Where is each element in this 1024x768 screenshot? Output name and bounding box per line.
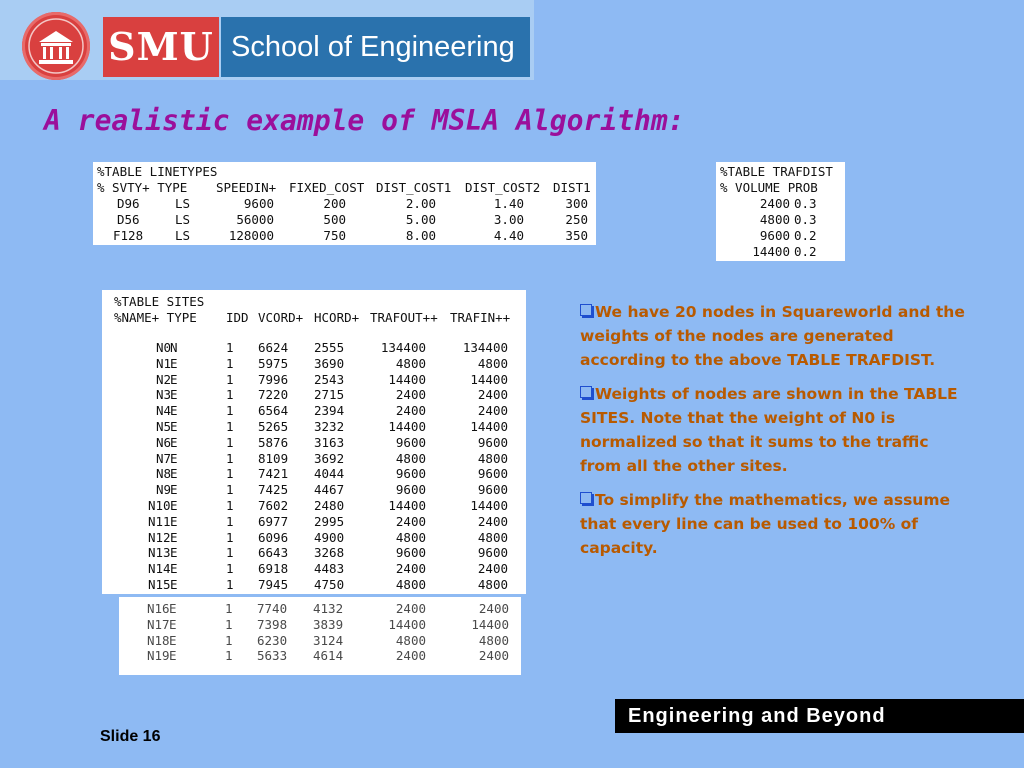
table-cell: 7421 [258,466,289,482]
table-cell: D56 [117,212,140,227]
table-sites-continued [119,597,521,675]
table-cell: 9600 [395,466,426,482]
table-cell: 14400 [752,244,790,259]
table-cell: LS [175,212,191,227]
table-cell: 6977 [258,513,289,529]
table-cell: N0 [156,340,172,355]
table-column-header: FIXED_COST [289,180,365,195]
table-cell: 4483 [314,561,345,577]
table-cell: 1 [225,601,233,616]
table-cell: 2400 [395,561,426,577]
table-cell: 3232 [314,419,345,434]
table-cell: 2.00 [405,196,436,211]
table-cell: 1 [226,482,234,498]
table-cell: 9600 [759,228,790,243]
bullet-item [580,382,970,478]
table-cell: 1 [226,529,234,545]
table-cell: 1 [226,561,234,577]
table-header-line: %TABLE LINETYPES [97,164,218,179]
table-cell: 2400 [759,196,790,211]
checkbox-bullet-icon [580,386,592,398]
table-cell: 1 [226,577,234,592]
table-cell: 4800 [395,577,426,592]
table-cell: 0.2 [794,244,817,259]
table-cell: 14400 [388,419,426,434]
slide-number: Slide 16 [100,728,161,745]
table-cell: 300 [565,196,588,211]
table-header-line: %NAME+ TYPE [114,310,197,325]
table-cell: LS [175,228,191,243]
table-cell: 14400 [470,419,508,434]
table-cell: 500 [323,212,346,227]
table-cell: 4800 [477,529,508,545]
table-cell: N5 [156,419,172,434]
table-cell: E [170,419,178,434]
table-cell: 2394 [314,403,345,419]
table-cell: N [170,340,178,355]
table-cell: 3692 [314,450,345,466]
table-cell: 3839 [313,616,344,632]
table-cell: N16 [147,601,170,616]
table-cell: 350 [565,228,588,243]
table-cell: 2543 [314,371,345,387]
table-cell: 134400 [462,340,508,355]
table-cell: E [170,403,178,419]
table-cell: 4132 [313,601,344,616]
table-cell: N12 [148,529,171,545]
table-cell: 2400 [478,601,509,616]
table-cell: 4800 [395,529,426,545]
table-cell: N8 [156,466,172,482]
table-cell: 0.3 [794,196,817,211]
checkbox-bullet-icon [580,304,592,316]
table-cell: 4.40 [493,228,524,243]
table-cell: E [170,577,178,592]
table-cell: 2715 [314,387,345,403]
table-cell: 9600 [243,196,274,211]
table-cell: E [170,498,178,513]
table-sites [102,290,526,594]
table-cell: 4467 [314,482,345,498]
table-cell: 1 [226,450,234,466]
table-cell: 7425 [258,482,289,498]
table-cell: 7740 [257,601,288,616]
table-cell: E [170,466,178,482]
table-cell: E [169,632,177,648]
table-cell: 2400 [395,387,426,403]
table-cell: 1 [226,466,234,482]
table-cell: N7 [156,450,172,466]
table-cell: 2555 [314,340,345,355]
table-cell: N14 [148,561,171,577]
table-cell: 4800 [478,632,509,648]
table-cell: 14400 [388,371,426,387]
table-cell: 1.40 [493,196,524,211]
table-cell: 7602 [258,498,289,513]
table-cell: 1 [225,632,233,648]
table-column-header: HCORD+ [314,310,360,325]
table-cell: D96 [117,196,140,211]
table-cell: N19 [147,648,170,664]
table-cell: E [169,616,177,632]
table-cell: 7996 [258,371,289,387]
bullet-text: We have 20 nodes in Squareworld and the weights of the nodes are generated according to the above TABLE TRAFDIST. [580,303,965,369]
table-trafdist [716,162,845,261]
table-column-header: TRAFIN++ [450,310,511,325]
table-cell: E [170,387,178,403]
table-cell: 1 [226,545,234,561]
table-cell: 2400 [478,648,509,664]
table-cell: 2400 [395,648,426,664]
table-cell: 1 [226,419,234,434]
table-cell: 14400 [470,371,508,387]
table-cell: 6096 [258,529,289,545]
table-cell: 5633 [257,648,288,664]
table-cell: 14400 [388,498,426,513]
table-cell: 1 [226,340,234,355]
header-banner [0,0,534,80]
table-column-header: VCORD+ [258,310,304,325]
table-cell: 14400 [470,498,508,513]
table-header-line: %TABLE SITES [114,294,205,309]
table-cell: 3690 [314,355,345,371]
table-cell: 6230 [257,632,288,648]
table-cell: E [170,545,178,561]
table-cell: N10 [148,498,171,513]
bullet-text: Weights of nodes are shown in the TABLE SITES. Note that the weight of N0 is normalized so that it sums to the traffic from all the other sites. [580,385,958,475]
table-cell: 4750 [314,577,345,592]
table-cell: 56000 [236,212,274,227]
table-cell: E [170,371,178,387]
table-cell: 8109 [258,450,289,466]
table-cell: N6 [156,434,172,450]
table-cell: 7945 [258,577,289,592]
table-cell: 5265 [258,419,289,434]
table-cell: 2400 [395,601,426,616]
footer-tagline: Engineering and Beyond [615,699,1024,733]
table-cell: E [170,482,178,498]
table-cell: 4800 [477,450,508,466]
table-header-line: % VOLUME PROB [720,180,818,195]
table-cell: F128 [113,228,144,243]
table-column-header: SPEEDIN+ [216,180,277,195]
table-cell: N4 [156,403,172,419]
table-cell: 4800 [477,355,508,371]
table-cell: 9600 [395,545,426,561]
table-cell: 1 [226,498,234,513]
table-cell: 2995 [314,513,345,529]
table-cell: 2400 [477,403,508,419]
table-cell: N13 [148,545,171,561]
table-cell: 6624 [258,340,289,355]
table-cell: LS [175,196,191,211]
table-cell: 8.00 [405,228,436,243]
bullet-item [580,300,970,372]
table-cell: 4800 [395,450,426,466]
table-cell: 3.00 [493,212,524,227]
table-cell: 7398 [257,616,288,632]
table-cell: 0.2 [794,228,817,243]
table-cell: 4800 [759,212,790,227]
table-cell: 134400 [380,340,426,355]
table-cell: 5975 [258,355,289,371]
table-cell: E [169,601,177,616]
table-cell: N15 [148,577,171,592]
table-cell: N17 [147,616,170,632]
table-cell: E [170,513,178,529]
table-cell: 1 [226,387,234,403]
table-linetypes [93,162,596,245]
table-cell: N11 [148,513,171,529]
table-cell: 7220 [258,387,289,403]
table-cell: 4800 [395,355,426,371]
table-cell: 9600 [395,434,426,450]
table-cell: 4044 [314,466,345,482]
table-cell: 14400 [471,616,509,632]
table-cell: 2480 [314,498,345,513]
table-cell: 4800 [477,577,508,592]
table-header-line: %TABLE TRAFDIST [720,164,833,179]
table-cell: 2400 [477,513,508,529]
table-cell: N9 [156,482,172,498]
table-cell: E [170,450,178,466]
table-cell: E [170,355,178,371]
table-cell: 250 [565,212,588,227]
smu-seal-logo [22,12,90,80]
table-cell: 9600 [395,482,426,498]
table-cell: 750 [323,228,346,243]
table-cell: N3 [156,387,172,403]
table-cell: E [170,561,178,577]
table-cell: 200 [323,196,346,211]
table-cell: 4900 [314,529,345,545]
table-cell: 1 [226,434,234,450]
table-cell: 9600 [477,482,508,498]
table-cell: 3268 [314,545,345,561]
table-cell: N1 [156,355,172,371]
table-cell: 3163 [314,434,345,450]
slide-title: A realistic example of MSLA Algorithm: [44,104,685,137]
table-column-header: TRAFOUT++ [370,310,438,325]
table-cell: N2 [156,371,172,387]
table-cell: 0.3 [794,212,817,227]
table-cell: 1 [226,371,234,387]
table-cell: E [169,648,177,664]
table-cell: 6564 [258,403,289,419]
table-cell: 1 [225,616,233,632]
table-cell: N18 [147,632,170,648]
table-cell: 1 [226,403,234,419]
checkbox-bullet-icon [580,492,592,504]
table-cell: 5876 [258,434,289,450]
table-column-header: DIST_COST1 [376,180,452,195]
table-cell: 2400 [395,403,426,419]
table-cell: 9600 [477,545,508,561]
table-cell: 6643 [258,545,289,561]
table-cell: E [170,434,178,450]
table-cell: 3124 [313,632,344,648]
smu-logo-text: SMU [103,17,219,77]
table-cell: 128000 [228,228,274,243]
table-cell: 2400 [477,561,508,577]
table-cell: 1 [225,648,233,664]
table-cell: 5.00 [405,212,436,227]
table-cell: 2400 [477,387,508,403]
table-cell: 4800 [395,632,426,648]
table-cell: 1 [226,355,234,371]
table-column-header: DIST1 [553,180,591,195]
table-cell: 6918 [258,561,289,577]
table-cell: 2400 [395,513,426,529]
school-name: School of Engineering [221,17,530,77]
table-cell: 4614 [313,648,344,664]
table-cell: 9600 [477,466,508,482]
bullet-text: To simplify the mathematics, we assume that every line can be used to 100% of capacity. [580,491,951,557]
table-cell: 1 [226,513,234,529]
bullet-list [580,300,970,570]
table-header-line: % SVTY+ TYPE [97,180,188,195]
bullet-item [580,488,970,560]
table-cell: 14400 [388,616,426,632]
table-column-header: DIST_COST2 [465,180,541,195]
table-cell: E [170,529,178,545]
table-cell: 9600 [477,434,508,450]
table-column-header: IDD [226,310,249,325]
